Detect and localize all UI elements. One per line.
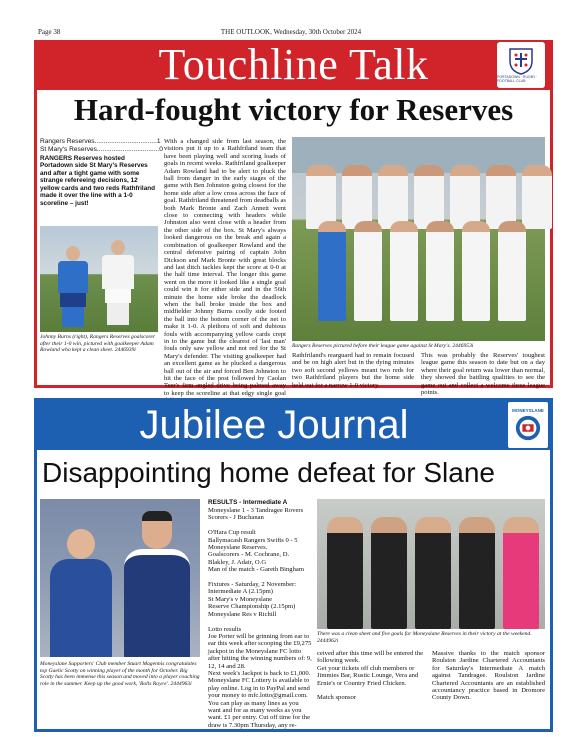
score-home: Rangers Reserves..................................1 (40, 138, 161, 145)
jubilee-headline: Disappointing home defeat for Slane (42, 457, 495, 488)
touchline-column-2: With a changed side from last season, the visitors put it up to a Rathfriland team that have been playing well and scoring loads of goals in recent weeks. Rathfriland goalkeeper Adam Rowland had to be alert to pluck the ball from danger in the early stages of the game with Ben Johnston going closest for the home side after a low cross across the face of goal. Rathfriland threatened from deadballs as both Mark Bronte and Zach Annett went close to connecting with headers while Johnston also went close with a header from the other side of the box. St Mary's always looked dangerous on the break and again a combination of goalkeeper Rowland and the central defensive pairing of captain John Dickson and Mark Bronte with great blocks and last ditch tackles kept the score at 0-0 at the half time interval. The longer this game went on the more it looked like a single goal could win it for either side and in the 56th minute the home side broke the deadlock when the ball broke inside the box and midfielder Johnny Burns coolly side footed the ball into the bottom corner of the net to make it 1-0. A plethora of soft and dubious fouls with accompanying yellow cards crept in to the game but the clearest of 'last man' fouls only saw yellow and not red for the St Mary's defender. The visiting goalkeeper had an excellent game as he plucked a dangerous ball out of the air and forced Ben Johnston to hit the face of the post followed by Caolan Teer's firm angled drive being palmed away to keep the scoreline at that edgy single goal (164, 138, 286, 397)
team-front-row (318, 221, 526, 321)
badge-icon (514, 413, 542, 443)
jubilee-column-4: Massive thanks to the match sponsor Roulston Jardine Chartered Accountants for Saturday's Intermediate A match against Tandragee. Roulston Jardine Chartered Accountants are an established accountancy practice based in Dromore County Down. (432, 650, 545, 702)
man-right-figure (124, 511, 190, 657)
running-head (38, 26, 544, 38)
crest2-lettering: MONEYSLANE (512, 407, 544, 413)
touchline-headline: Hard-fought victory for Reserves (73, 92, 514, 127)
score-box (40, 138, 163, 207)
moneyslane-crest-icon (508, 402, 548, 448)
photo-d-caption: There was a clean sheet and five goals for Moneyslane Reserves in their victory at the weekend. 2444962i (317, 631, 532, 644)
photo-c-caption: Moneyslane Supporters' Club member Stuart Magennis congratulates top Gaelic Scotty on winning player of the month for October. Big Scotty has been immense this season and moved into a player coaching role in the summer. Keep up the good work, 'Rolls Royce'. 2444963i (40, 661, 200, 687)
player-white-figure (102, 240, 134, 326)
touchline-column-4: This was probably the Reserves' toughest league game this season to date but on a day where their goal return was lower than normal, they showed the battling qualities to see the game out and collect a welcome three league points. (421, 352, 545, 397)
photo-right-caption: Rangers Reserves pictured before their league game against St Mary's. 2446953i (292, 343, 474, 349)
photo-team-reserves (292, 137, 545, 341)
photo-magennis-scotty (40, 499, 200, 657)
score-away: St Mary's Reserves..................................0 (40, 145, 163, 153)
page-number: Page 38 (38, 28, 61, 36)
reserves-players-row (327, 517, 539, 629)
masthead-date: THE OUTLOOK, Wednesday, 30th October 2024 (220, 28, 362, 36)
shield-icon (508, 47, 534, 75)
photo-moneyslane-reserves (317, 499, 545, 629)
photo-left-caption: Johnny Burns (right), Rangers Reserves goalscorer after their 1-0 win, pictured with goalkeeper Adam Rowland who kept a clean sheet. 2446939i (40, 334, 156, 354)
player-blue-figure (58, 246, 88, 326)
touchline-banner-title: Touchline Talk (158, 40, 429, 89)
team-back-row (306, 165, 552, 229)
intro-text: RANGERS Reserves hosted Portadown side St Mary's Reserves and after a tight game with some strange refereeing decisions, 12 yellow cards and two reds Rathfriland made it over the line with a 1-0 scoreline – just! (40, 154, 156, 207)
club-crest-icon (497, 42, 545, 88)
jubilee-banner-title: Jubilee Journal (139, 403, 409, 447)
touchline-column-3: Rathfriland's rearguard had to remain focused and be on high alert but in the dying minutes two soft second yellows meant two reds for two Rathfriland players but the home side held out for a narrow 1-0 victory. (292, 352, 414, 389)
crest-lettering: PORTADOWN · RUGBY · FOOTBALL CLUB (497, 75, 538, 83)
photo-burns-rowland (40, 226, 158, 332)
jubilee-column-3: ceived after this time will be entered the following week. Get your tickets off club members or Jimmies Bar, Rustic Lounge, Vera and Ernie's or Country Fried Chicken. Match sponsor (317, 650, 424, 702)
results-column: Moneyslane 1 - 3 Tandragee Rovers Scorers - J Buchanan O'Hara Cup result Ballymacash Rangers Swifts 0 - 5 Moneyslane Reserves. Goalscorers - M. Cochrane, D. Blakley, J. Adair, O.G Man of the match - Gareth Bingham Fixtures - Saturday, 2 November: Intermediate A (2.15pm) St Mary's v Moneyslane Reserve Championship (2.15pm) Moneyslane Res v Richill Lotto results Joe Porter will be grinning from ear to ear this week after scooping the £9,275 jackpot in the Moneyslane FC lotto after hitting the winning numbers of: 9, 12, 14 and 28. Next week's Jackpot is back to £1,000. Moneyslane FC Lottery is available to play online. Log in to PayPal and send your money to mfc.lotto@gmail.com. You can play as many lines as you want and for as many weeks as you want. £1 per entry. Cut off time for the draw is 7.30pm Thursday, any re- (208, 507, 312, 729)
results-heading: RESULTS - Intermediate A (208, 499, 288, 506)
man-left-figure (50, 529, 112, 657)
